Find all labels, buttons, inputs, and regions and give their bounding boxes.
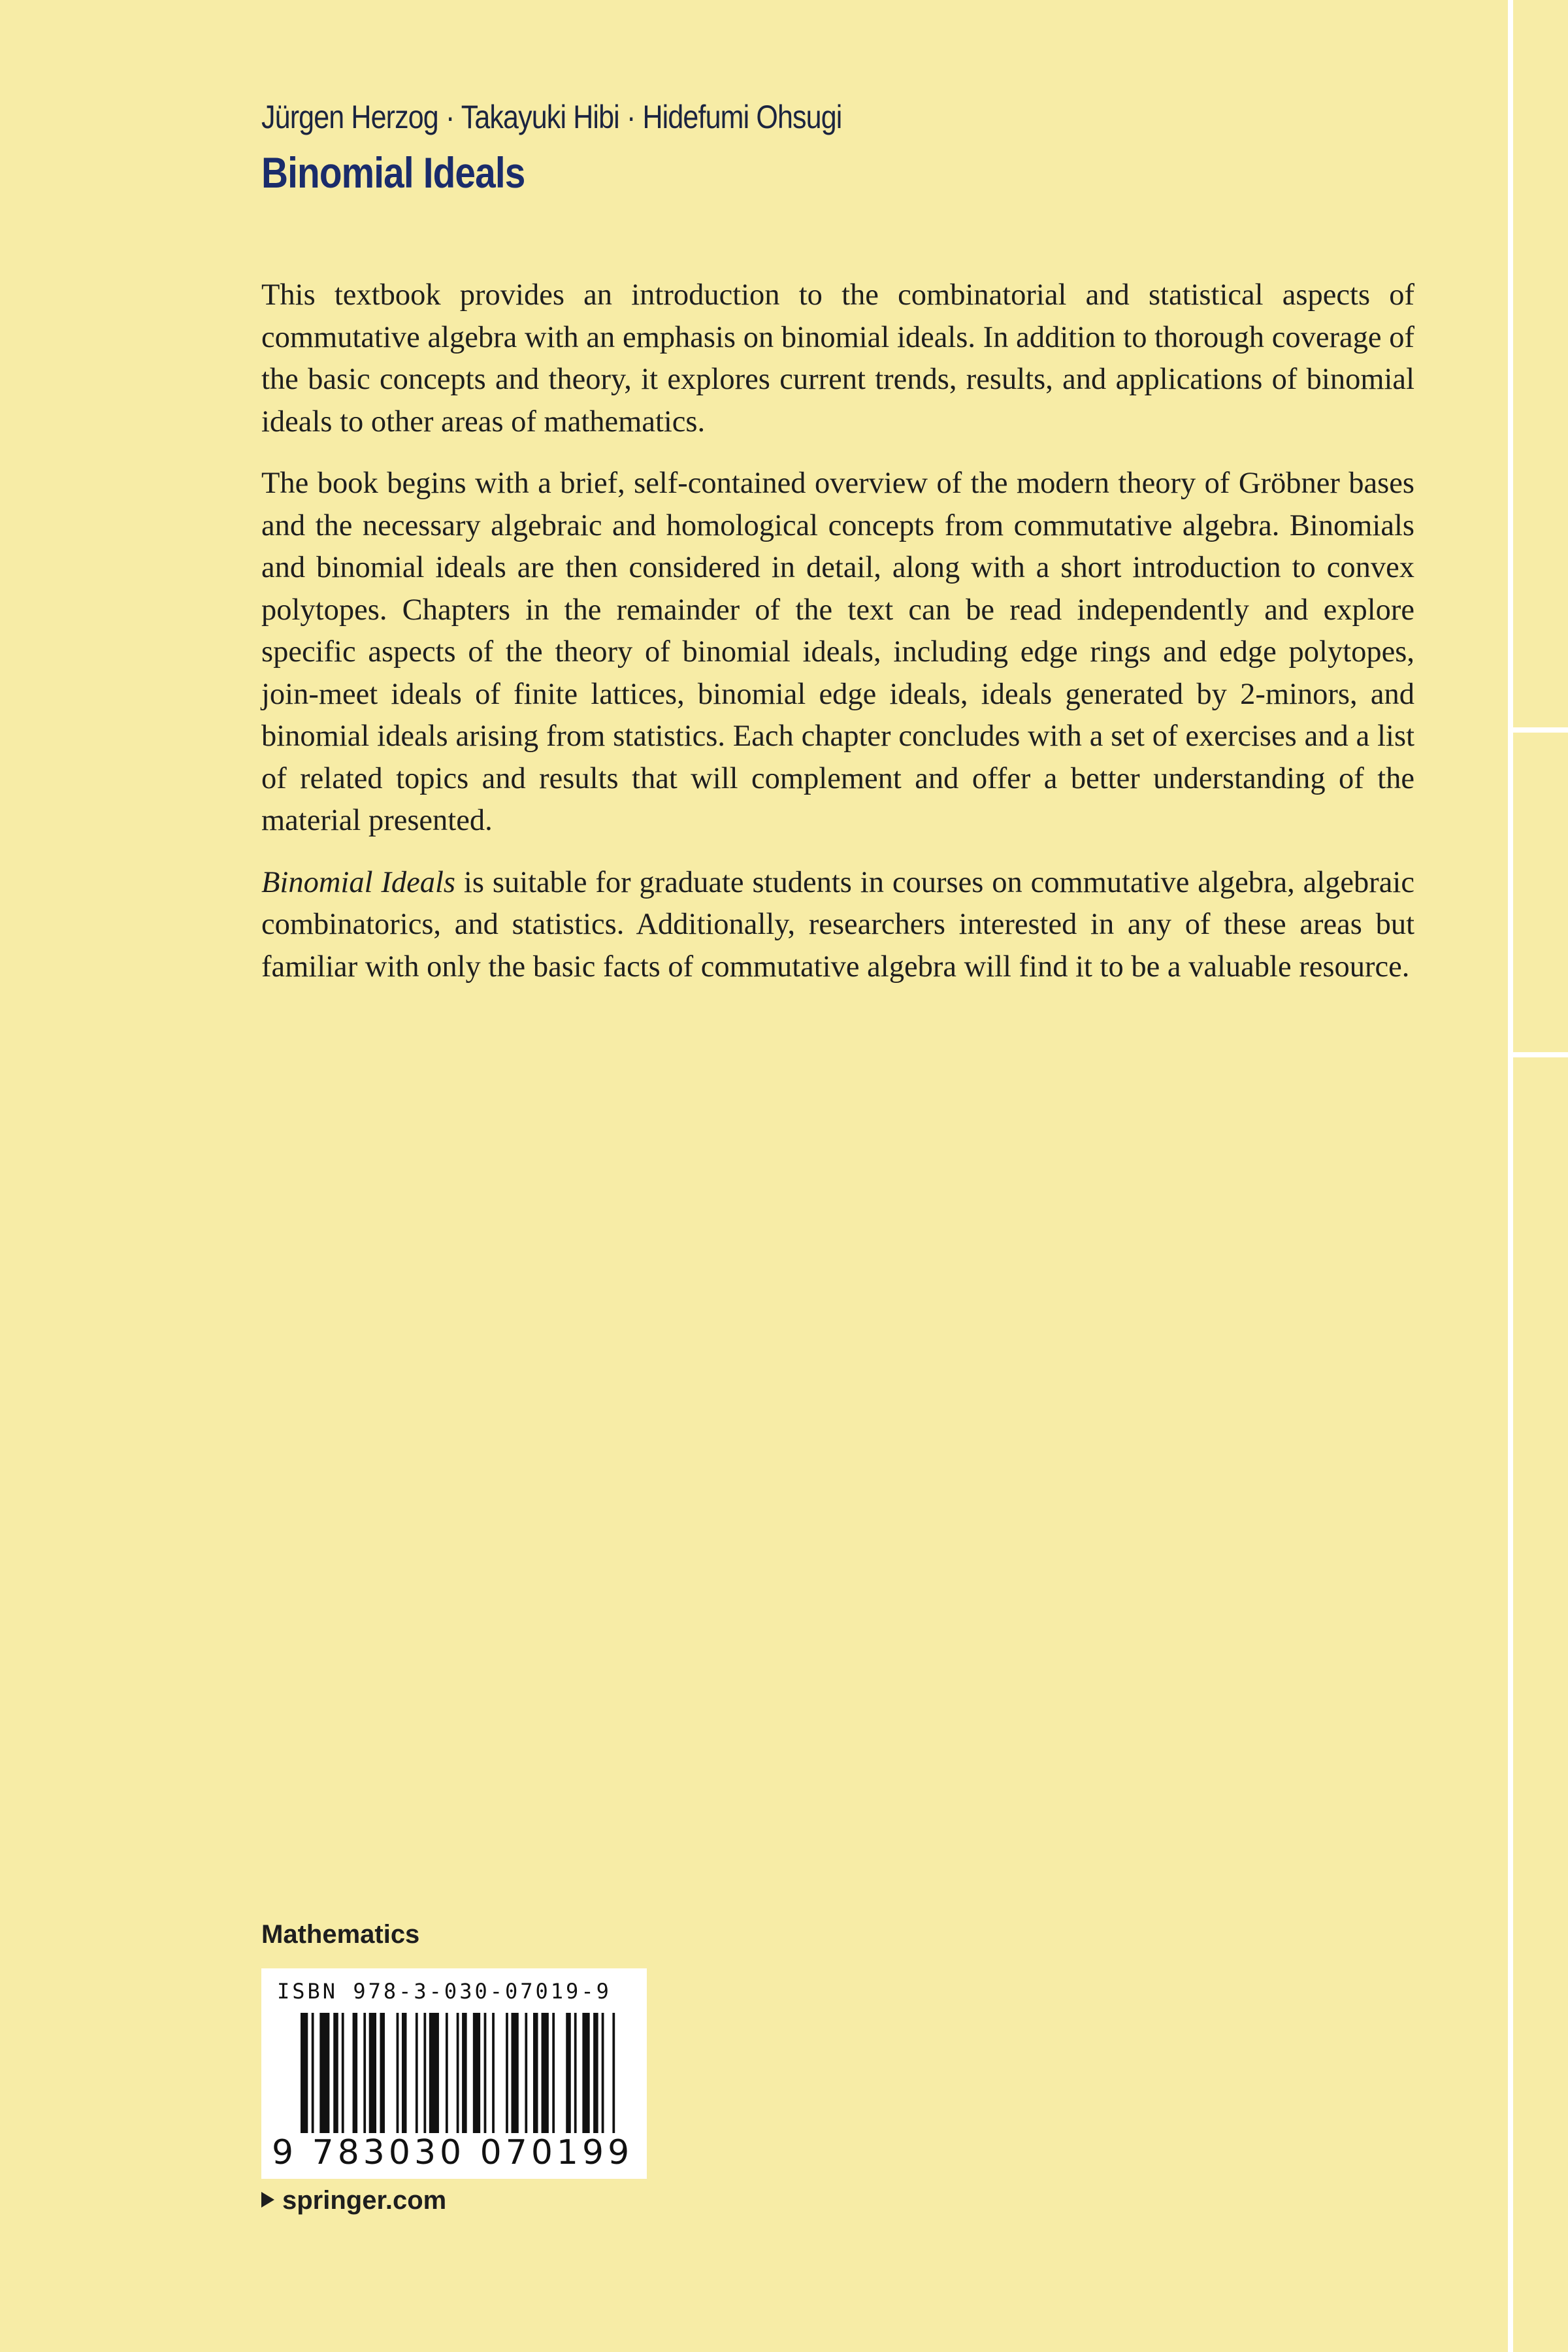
website-link[interactable]: [261, 2186, 446, 2215]
website-text: springer.com: [282, 2186, 447, 2215]
book-description: [261, 274, 1414, 1008]
barcode: [261, 1968, 647, 2179]
spine-divider: [1513, 727, 1568, 733]
description-paragraph: The book begins with a brief, self-contained overview of the modern theory of Gröbner bases and the necessary algebraic and homological concepts from commutative algebra. Binomials and binomial ideals are then considered in detail, along with a short introduction to convex polytopes. Chapters in the remainder of the text can be read independently and explore specific aspects of the theory of binomial ideals, including edge rings and edge polytopes, join-meet ideals of finite lattices, binomial edge ideals, ideals generated by 2-minors, and binomial ideals arising from statistics. Each chapter concludes with a set of exercises and a list of related topics and results that will complement and offer a better understanding of the material presented.: [261, 467, 1414, 837]
description-paragraph: [261, 862, 1414, 989]
spine-divider: [1513, 1052, 1568, 1057]
barcode-digits: [270, 2133, 636, 2172]
isbn-label: ISBN 978-3-030-07019-9: [277, 1979, 612, 2004]
arrow-right-icon: [261, 2192, 274, 2208]
spine-edge: [1508, 0, 1568, 2352]
subject-category: Mathematics: [261, 1920, 420, 1949]
title-reference: Binomial Ideals: [261, 865, 456, 899]
description-paragraph: This textbook provides an introduction to the combinatorial and statistical aspects of commutative algebra with an emphasis on binomial ideals. In addition to thorough coverage of the basic concepts and theory, it explores current trends, results, and applications of binomial ideals to other areas of mathematics.: [261, 278, 1414, 439]
book-title: Binomial Ideals: [261, 148, 525, 197]
paragraph-text: is suitable for graduate students in courses on commutative algebra, algebraic combinatorics, and statistics. Additionally, researchers interested in any of these areas but familiar with only the basic facts of commutative algebra will find it to be a valuable resource.: [261, 865, 1414, 984]
barcode-number: 9 783030 070199: [272, 2133, 634, 2172]
authors: Jürgen Herzog · Takayuki Hibi · Hidefumi Ohsugi: [261, 99, 842, 135]
